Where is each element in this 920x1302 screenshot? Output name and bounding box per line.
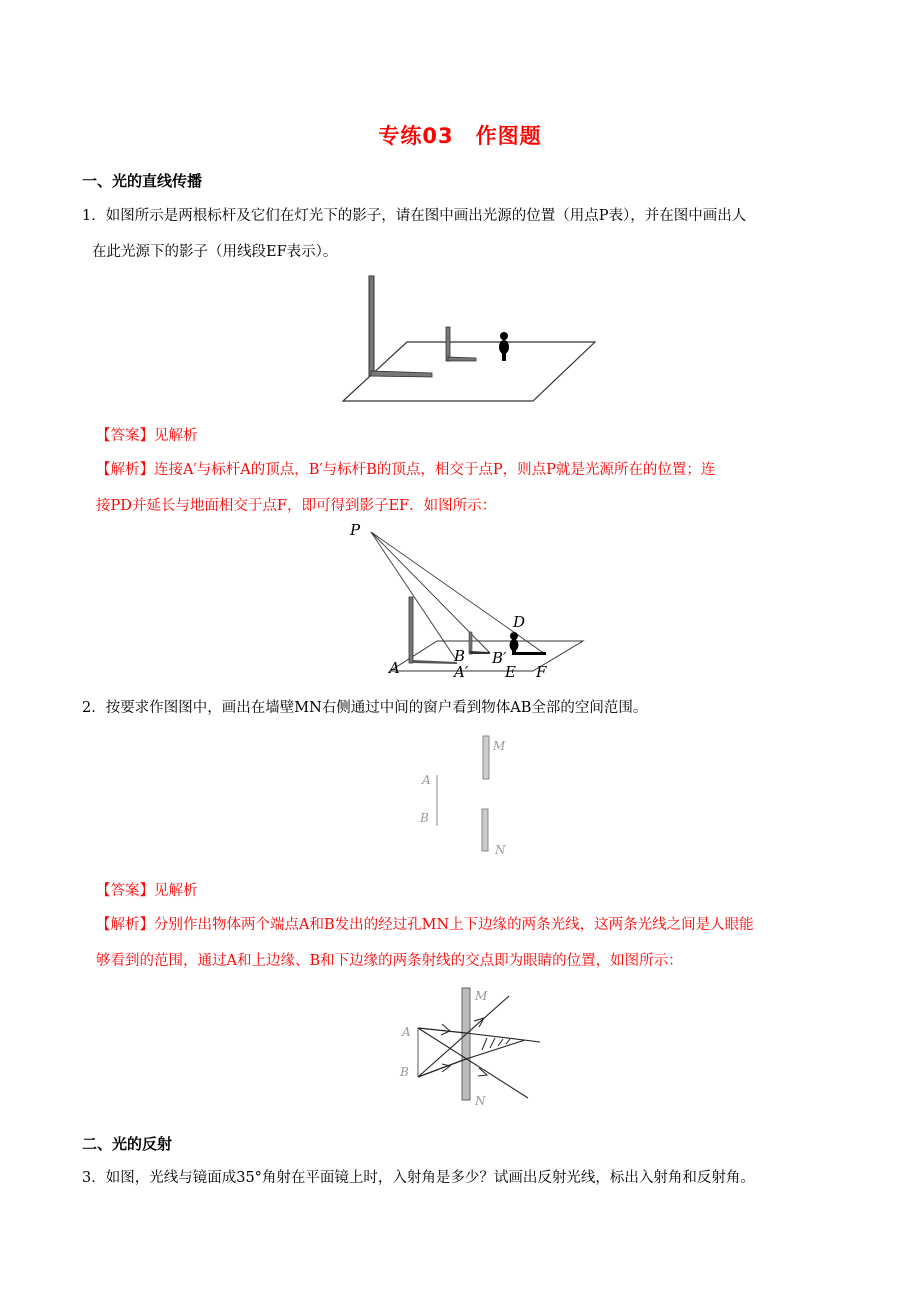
title-right: 作图题 <box>475 124 542 148</box>
label-n: N <box>495 843 506 857</box>
title-left: 专练03 <box>378 124 454 148</box>
question-text: 如图，光线与镜面成35°角射在平面镜上时，入射角是多少？试画出反射光线，标出入射角和反射角。 <box>105 1170 755 1186</box>
explanation-2 <box>96 907 848 979</box>
label-f: F <box>536 663 547 681</box>
question-text: 按要求作图图中，画出在墙壁MN右侧通过中间的窗户看到物体AB全部的空间范围。 <box>105 700 648 716</box>
explanation-text: 【解析】连接A′与标杆A的顶点，B′与标杆B的顶点，相交于点P，则点P就是光源所在的位置；连 <box>96 462 716 478</box>
label-a: A <box>402 1025 411 1039</box>
question-number: 3． <box>82 1170 106 1186</box>
label-b: B <box>454 647 466 665</box>
label-b-prime: B′ <box>492 649 507 667</box>
explanation-1 <box>96 452 848 524</box>
question-number: 1． <box>82 208 106 224</box>
question-3 <box>82 1160 882 1196</box>
question-text-cont: 在此光源下的影子（用线段EF表示）。 <box>92 244 338 260</box>
label-m: M <box>475 989 488 1003</box>
label-a: A <box>389 659 400 677</box>
label-b: B <box>400 1065 409 1079</box>
page-title <box>0 120 920 150</box>
explanation-text-cont: 接PD并延长与地面相交于点F，即可得到影子EF．如图所示： <box>96 498 497 514</box>
figure-poles-shadows <box>330 265 610 415</box>
question-text: 如图所示是两根标杆及它们在灯光下的影子，请在图中画出光源的位置（用点P表），并在图中画出人 <box>105 208 747 224</box>
label-n: N <box>475 1094 486 1108</box>
answer-2: 【答案】见解析 <box>96 883 198 899</box>
label-a: A <box>422 773 431 787</box>
figure-light-source-solution <box>340 515 600 685</box>
label-e: E <box>505 663 516 681</box>
figure-view-range-solution <box>360 980 560 1108</box>
answer-1: 【答案】见解析 <box>96 428 198 444</box>
section-heading-2: 二、光的反射 <box>82 1135 173 1153</box>
question-number: 2． <box>82 700 106 716</box>
explanation-text: 【解析】分别作出物体两个端点A和B发出的经过孔MN上下边缘的两条光线，这两条光线之间是人眼能 <box>96 917 754 933</box>
label-b: B <box>420 811 429 825</box>
explanation-text-cont: 够看到的范围，通过A和上边缘、B和下边缘的两条射线的交点即为眼睛的位置，如图所示： <box>96 953 683 969</box>
figure-wall-window <box>400 730 530 860</box>
question-2 <box>82 690 842 726</box>
label-a-prime: A′ <box>454 663 469 681</box>
label-m: M <box>493 739 506 753</box>
label-p: P <box>350 521 361 539</box>
question-1 <box>82 198 842 270</box>
section-heading-1: 一、光的直线传播 <box>82 172 203 190</box>
label-d: D <box>513 613 526 631</box>
